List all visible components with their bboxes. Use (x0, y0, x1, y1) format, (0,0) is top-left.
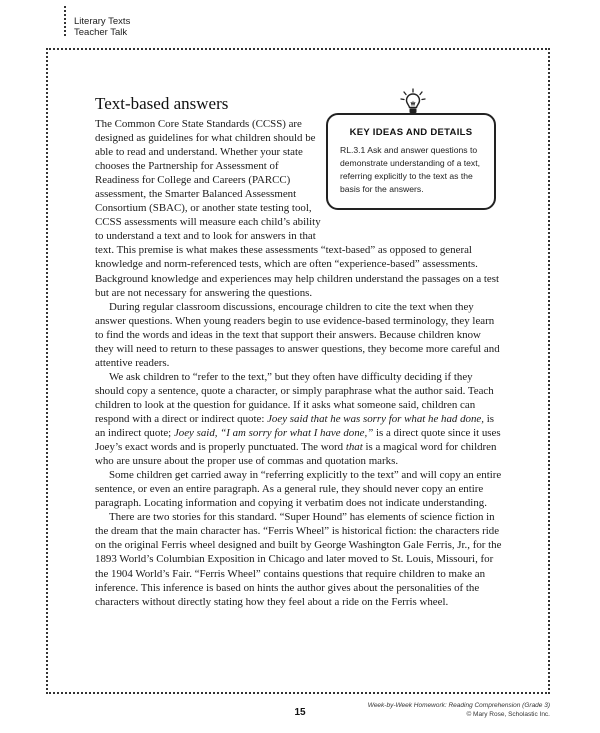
indirect-quote-example: Joey said that he was sorry for what he had done, (267, 412, 484, 425)
book-title: Week-by-Week Homework: Reading Comprehension (Grade 3) (367, 702, 550, 709)
article-body (95, 117, 502, 609)
direct-quote-example: Joey said, “I am sorry for what I have done,” (173, 427, 374, 440)
lightbulb-icon (399, 88, 427, 116)
standard-description: RL.3.1 Ask and answer questions to demonstrate understanding of a text, referring explicitly to the text as the basis for the answers. (340, 145, 480, 194)
paragraph-3-text-b: is an indirect quote; (95, 412, 494, 440)
paragraph-2: During regular classroom discussions, encourage children to cite the text when they answer questions. When young readers begin to use evidence-based terminology, they learn to find the words and ideas in the text that support their answers. Because children know they will need to return to these passages to answer questions, they become more careful and attentive readers. (95, 300, 500, 369)
page-title: Text-based answers (95, 94, 229, 113)
page-number: 15 (294, 707, 306, 718)
copyright: © Mary Rose, Scholastic Inc. (466, 710, 550, 718)
magic-word: that (345, 441, 363, 454)
paragraph-3 (95, 370, 502, 468)
paragraph-3-text-c: is a direct quote since it uses Joey’s exact words and is properly punctuated. The word (95, 427, 501, 454)
margin-dotted-line (64, 6, 66, 36)
paragraph-3-text-a: We ask children to “refer to the text,” but they often have difficulty deciding if they should copy a sentence, quote a character, or simply paraphrase what the author said. Teach children to look at the question for guidance. If it asks what someone said, children can respond with a direct or indirect quote: (95, 370, 494, 425)
header-line-2: Teacher Talk (74, 27, 128, 38)
paragraph-4: Some children get carried away in “referring explicitly to the text” and will copy an entire sentence, or even an entire paragraph. As a general rule, they should never copy an entire paragraph. Locating information and copying it verbatim does not indicate understanding. (95, 469, 502, 510)
paragraph-1: The Common Core State Standards (CCSS) are designed as guidelines for what children should be able to read and understand. Whether your state chooses the Partnership for Assessment of Readiness for College and Careers (PARCC) assessment, the Smarter Balanced Assessment Consortium (SBAC), or another state testing tool, CCSS assessments will measure each child’s ability to understand a text and to look for answers in that text. This premise is what makes these assessments “text-based” as opposed to general knowledge and norm-referenced tests, which are often “experience-based” assessments. Background knowledge and experiences may help children understand the passages on a test but are not necessary for answering the questions. (95, 118, 500, 299)
paragraph-3-text-d: is a magical word for children who are unsure about the proper use of commas and quotation marks. (95, 441, 497, 468)
sidebar-space (322, 117, 502, 230)
paragraph-5: There are two stories for this standard. “Super Hound” has elements of science fiction in the dream that the main character has. “Ferris Wheel” is historical fiction: the characters ride on the original Ferris wheel designed and built by George Washington Gale Ferris, Jr., for the 1893 World’s Columbian Exposition in Chicago and later moved to St. Louis, Missouri, for the 1904 World’s Fair. “Ferris Wheel” contains questions that require children to make an inference. This inference is based on hints the author gives about the personalities of the characters without directly stating how they feel about a ride on the Ferris wheel. (95, 511, 502, 608)
footer-credit (368, 702, 550, 719)
section-header (74, 16, 130, 38)
key-ideas-title: KEY IDEAS AND DETAILS (349, 127, 473, 138)
header-line-1: Literary Texts (74, 16, 131, 27)
